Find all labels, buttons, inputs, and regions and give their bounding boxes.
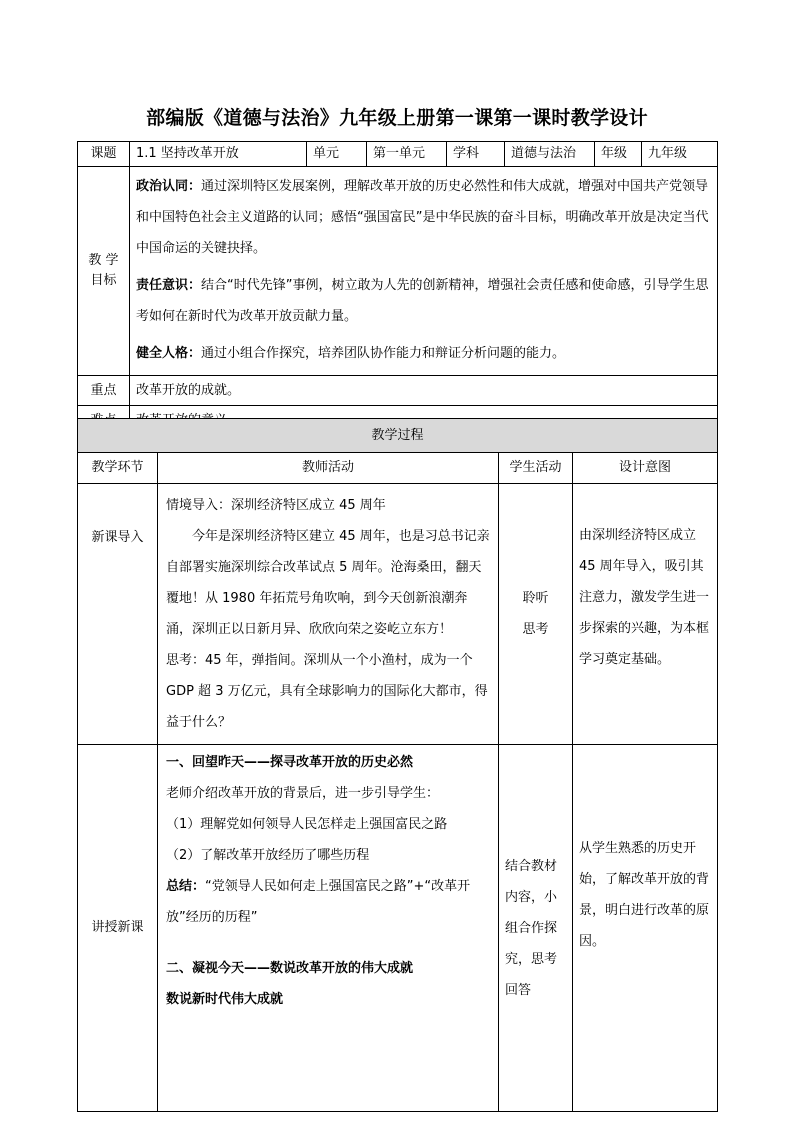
goal-heading: 责任意识： [136,278,202,293]
column-header-stage: 教学环节 [78,453,158,484]
teach-section-heading-2: 二、凝视今天——数说改革开放的伟大成就 [166,961,414,976]
design-intent-intro: 由深圳经济特区成立 45 周年导入，吸引其注意力，激发学生进一步探索的兴趣，为本框学习奠定基础。 [573,484,718,745]
grade-value: 九年级 [642,142,718,167]
key-point-value: 改革开放的成就。 [130,376,718,406]
student-intro-line2: 思考 [522,622,549,637]
student-activity-intro [499,484,573,745]
process-row-teach [78,745,718,1112]
column-header-teacher: 教师活动 [158,453,499,484]
goal-heading: 政治认同： [136,179,202,194]
intro-question: 思考：45 年，弹指间。深圳从一个小渔村，成为一个 GDP 超 3 万亿元，具有全球影响力的国际化大都市，得益于什么？ [166,653,488,730]
teach-line: 老师介绍改革开放的背景后，进一步引导学生： [166,786,440,801]
goals-label-line2: 目标 [90,273,117,288]
unit-label: 单元 [307,142,367,167]
lesson-header-row [78,142,718,167]
teach-section-heading-1: 一、回望昨天——探寻改革开放的历史必然 [166,755,414,770]
goals-label-line1: 教 学 [88,253,119,268]
process-title: 教学过程 [78,419,718,453]
goal-item [136,171,711,264]
teacher-activity-intro [158,484,499,745]
key-point-label: 重点 [78,376,130,406]
stage-intro: 新课导入 [78,484,158,745]
document-title: 部编版《道德与法治》九年级上册第一课第一课时教学设计 [146,107,648,129]
teach-summary [166,871,490,933]
goals-row [78,167,718,376]
goals-content [130,167,718,376]
design-intent-teach: 从学生熟悉的历史开始，了解改革开放的背景，明白进行改革的原因。 [573,745,718,1112]
spacer [166,933,490,953]
goal-item [136,270,711,332]
topic-label: 课题 [78,142,130,167]
goal-text: 通过小组合作探究，培养团队协作能力和辩证分析问题的能力。 [201,346,566,361]
column-header-student: 学生活动 [499,453,573,484]
stage-teach: 讲授新课 [78,745,158,1112]
subject-value: 道德与法治 [505,142,595,167]
teacher-activity-teach [158,745,499,1112]
goal-text: 通过深圳特区发展案例，理解改革开放的历史必然性和伟大成就，增强对中国共产党领导和中国特色社会主义道路的认同；感悟“强国富民”是中华民族的奋斗目标，明确改革开放是决定当代中国命运的关键抉择。 [136,179,709,256]
student-activity-teach: 结合教材内容，小组合作探究，思考回答 [499,745,573,1112]
key-point-row [78,376,718,406]
process-title-row [78,419,718,453]
teach-section-heading-3: 数说新时代伟大成就 [166,992,284,1007]
unit-value: 第一单元 [367,142,447,167]
grade-label: 年级 [595,142,642,167]
goal-heading: 健全人格： [136,346,202,361]
subject-label: 学科 [447,142,505,167]
student-intro-line1: 聆听 [522,591,549,606]
intro-paragraph: 今年是深圳经济特区建立 45 周年，也是习总书记亲自部署实施深圳综合改革试点 5 周年。沧海桑田，翻天覆地！从 1980 年拓荒号角吹响，到今天创新浪潮奔涌，深圳正以日新月异、欣欣向荣之姿屹立东方！ [166,529,490,637]
teach-line: （1）理解党如何领导人民怎样走上强国富民之路 [166,817,448,832]
goal-text: 结合“时代先锋”事例，树立敢为人先的创新精神，增强社会责任感和使命感，引导学生思考如何在新时代为改革开放贡献力量。 [136,278,709,324]
process-column-header-row [78,453,718,484]
topic-value: 1.1 坚持改革开放 [130,142,307,167]
intro-scenario: 情境导入：深圳经济特区成立 45 周年 [166,498,386,513]
column-header-design: 设计意图 [573,453,718,484]
teach-line: （2）了解改革开放经历了哪些历程 [166,848,370,863]
summary-text: “党领导人民如何走上强国富民之路”+“改革开放”经历的历程” [166,879,471,925]
goals-label [78,167,130,376]
summary-label: 总结： [166,879,206,894]
lesson-info-table [77,141,718,437]
goal-item [136,338,711,369]
teaching-process-table [77,418,718,1112]
process-row-intro [78,484,718,745]
